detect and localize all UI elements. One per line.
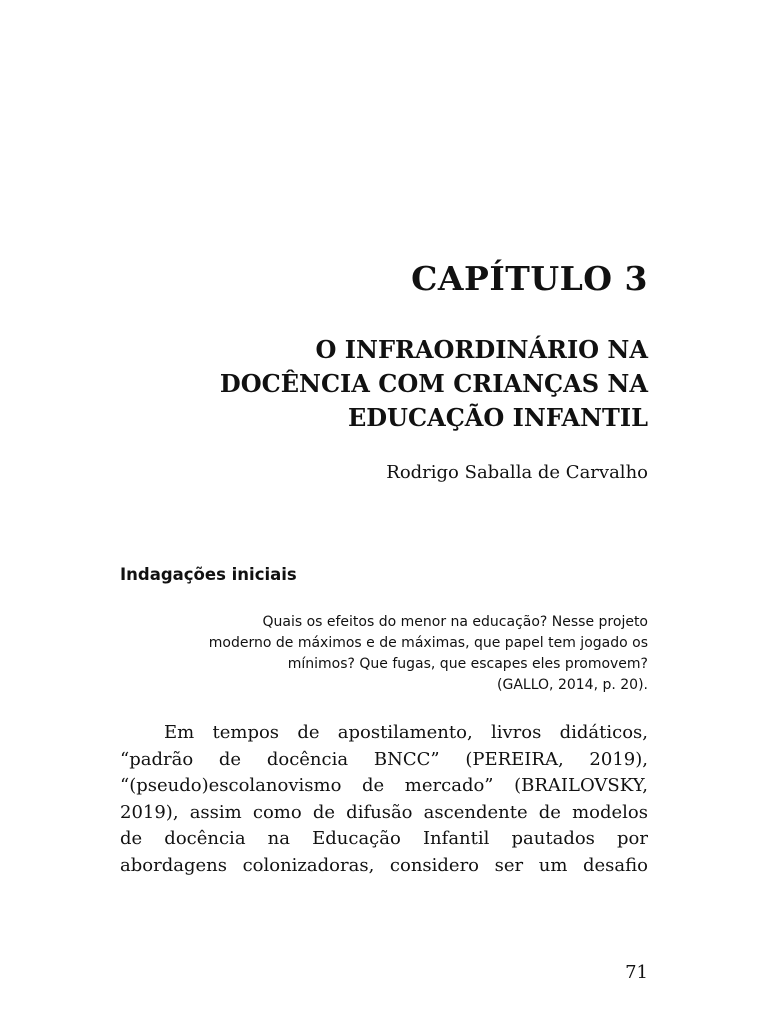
- epigraph-line: mínimos? Que fugas, que escapes eles promovem?: [287, 656, 648, 672]
- author-name: Rodrigo Saballa de Carvalho: [386, 462, 648, 483]
- chapter-label: CAPÍTULO 3: [411, 259, 648, 298]
- page-number: 71: [625, 962, 648, 983]
- chapter-title-line: O INFRAORDINÁRIO NA: [315, 335, 648, 364]
- body-line: “(pseudo)escolanovismo de mercado” (BRAILOVSKY,: [120, 775, 648, 796]
- chapter-title-line: EDUCAÇÃO INFANTIL: [347, 403, 648, 432]
- chapter-title-line: DOCÊNCIA COM CRIANÇAS NA: [219, 369, 648, 398]
- epigraph-line: moderno de máximos e de máximas, que papel tem jogado os: [208, 635, 648, 651]
- body-line: de docência na Educação Infantil pautados por: [120, 828, 648, 849]
- body-line: “padrão de docência BNCC” (PEREIRA, 2019),: [120, 748, 648, 770]
- section-heading: Indagações iniciais: [120, 565, 297, 584]
- body-line: Em tempos de apostilamento, livros didáticos,: [164, 722, 648, 743]
- chapter-title: [88, 333, 648, 435]
- epigraph: [148, 612, 648, 696]
- epigraph-line: Quais os efeitos do menor na educação? Nesse projeto: [262, 614, 648, 630]
- body-paragraph: [120, 720, 648, 879]
- body-line: 2019), assim como de difusão ascendente de modelos: [120, 801, 648, 823]
- epigraph-citation: (GALLO, 2014, p. 20).: [497, 677, 648, 693]
- body-line: abordagens colonizadoras, considero ser um desafio: [120, 854, 648, 876]
